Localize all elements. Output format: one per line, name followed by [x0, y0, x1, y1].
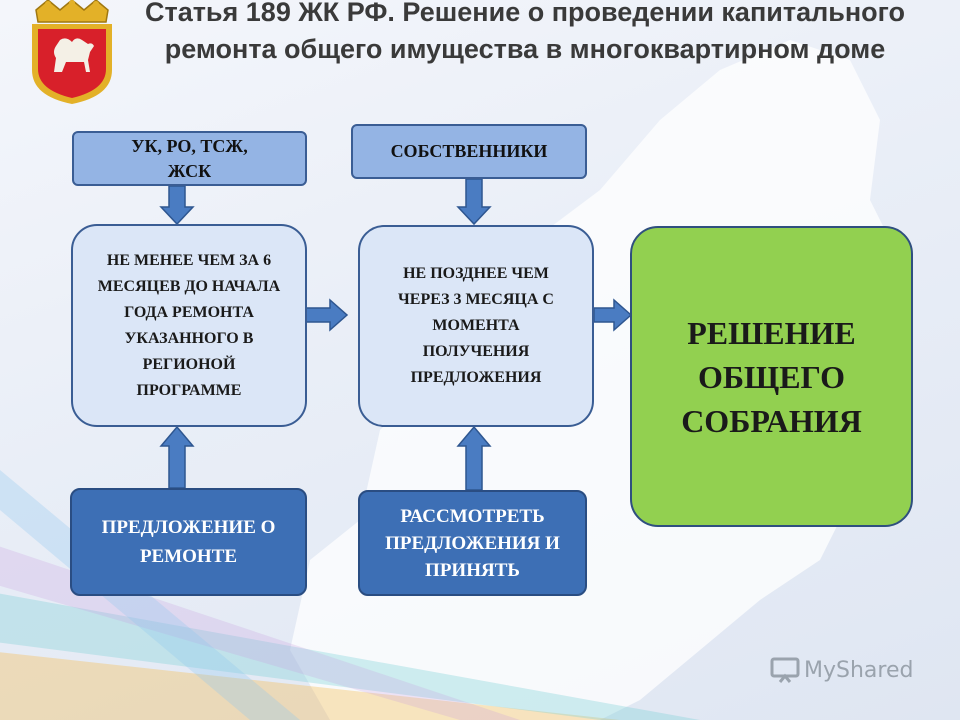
- box-management-companies-label: УК, РО, ТСЖ, ЖСК: [131, 135, 248, 181]
- box-deadline-6-months: [71, 224, 307, 427]
- box-repair-proposal-label: ПРЕДЛОЖЕНИЕ О РЕМОНТЕ: [101, 517, 276, 567]
- box-owners: [351, 124, 587, 179]
- watermark: [770, 656, 913, 684]
- box-deadline-6-months-label: НЕ МЕНЕЕ ЧЕМ ЗА 6 МЕСЯЦЕВ ДО НАЧАЛА ГОДА РЕМОНТА УКАЗАННОГО В РЕГИОНОЙ ПРОГРАММЕ: [97, 251, 281, 399]
- box-management-companies: [72, 131, 307, 186]
- box-general-meeting-decision-label: РЕШЕНИЕ ОБЩЕГО СОБРАНИЯ: [681, 314, 862, 439]
- box-repair-proposal: [70, 488, 307, 596]
- arrow-down-left: [161, 186, 193, 224]
- watermark-text: MyShared: [804, 657, 914, 683]
- box-deadline-3-months: [358, 225, 594, 427]
- arrow-right-mid: [594, 300, 631, 330]
- arrow-right-left: [306, 300, 347, 330]
- box-review-proposal: [358, 490, 587, 596]
- box-deadline-3-months-label: НЕ ПОЗДНЕЕ ЧЕМ ЧЕРЕЗ 3 МЕСЯЦА С МОМЕНТА ПОЛУЧЕНИЯ ПРЕДЛОЖЕНИЯ: [398, 265, 554, 386]
- arrow-up-mid: [458, 427, 490, 490]
- page-title: Статья 189 ЖК РФ. Решение о проведении капитального ремонта общего имущества в многоквартирном доме: [144, 0, 906, 64]
- presentation-icon: [770, 656, 800, 684]
- box-review-proposal-label: РАССМОТРЕТЬ ПРЕДЛОЖЕНИЯ И ПРИНЯТЬ: [385, 505, 560, 581]
- arrow-up-left: [161, 427, 193, 488]
- arrow-down-mid: [458, 179, 490, 224]
- box-general-meeting-decision: [630, 226, 913, 527]
- box-owners-label: СОБСТВЕННИКИ: [390, 141, 548, 161]
